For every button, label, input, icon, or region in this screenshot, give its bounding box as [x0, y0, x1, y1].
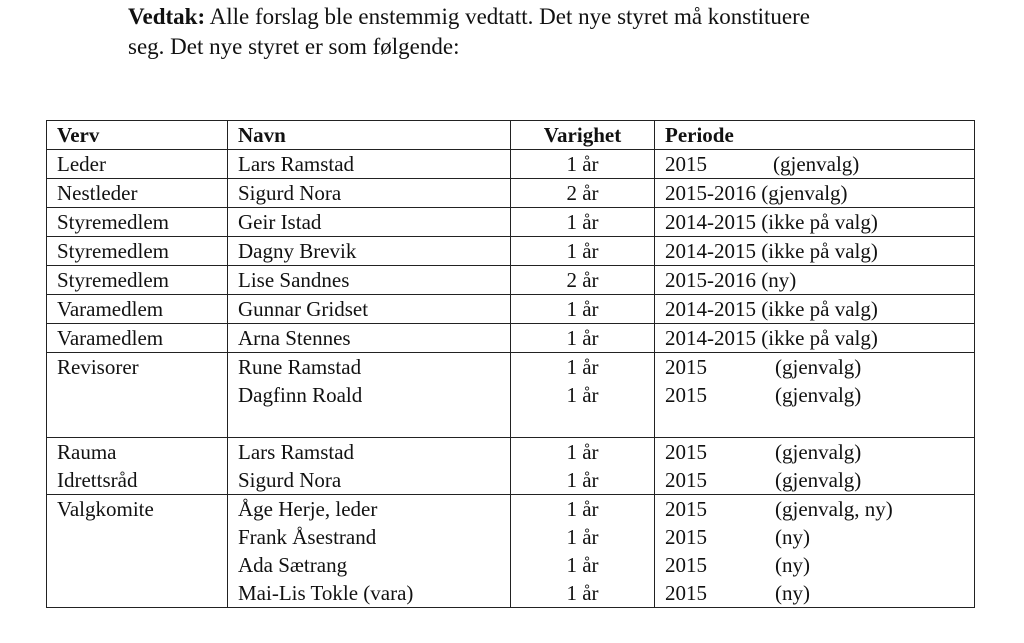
periode-line: [665, 523, 974, 551]
cell-varighet: [511, 353, 655, 438]
header-navn: Navn: [228, 121, 511, 150]
cell-periode: 2014-2015 (ikke på valg): [655, 208, 975, 237]
table-row: [47, 150, 975, 179]
table-row: [47, 237, 975, 266]
cell-periode: [655, 353, 975, 438]
periode-line: [665, 438, 974, 466]
periode-year: 2015: [665, 553, 707, 577]
verv-valgkomite: Valgkomite: [57, 497, 154, 521]
navn-line: Ada Sætrang: [238, 553, 348, 577]
varighet-line: 1 år: [566, 440, 599, 464]
cell-periode: 2014-2015 (ikke på valg): [655, 237, 975, 266]
periode-line: [665, 551, 974, 579]
cell-verv: [47, 353, 228, 438]
varighet-line: 1 år: [566, 355, 599, 379]
periode-note: (ny): [775, 581, 810, 605]
periode-year: 2015: [665, 383, 707, 407]
header-periode: Periode: [655, 121, 975, 150]
cell-verv: Varamedlem: [47, 295, 228, 324]
periode-line: [665, 495, 974, 523]
varighet-line: 1 år: [566, 553, 599, 577]
cell-varighet: [511, 438, 655, 495]
decision-paragraph: [128, 2, 1008, 62]
cell-verv: Styremedlem: [47, 208, 228, 237]
table-row: [47, 179, 975, 208]
verv-line: Rauma: [57, 440, 117, 464]
cell-navn: Dagny Brevik: [228, 237, 511, 266]
cell-navn: [228, 495, 511, 608]
cell-varighet: 1 år: [511, 237, 655, 266]
decision-text-line1: Alle forslag ble enstemmig vedtatt. Det nye styret må konstituere: [209, 4, 810, 29]
navn-line: Frank Åsestrand: [238, 525, 377, 549]
varighet-line: 1 år: [566, 383, 599, 407]
varighet-line: 1 år: [566, 525, 599, 549]
cell-periode: 2014-2015 (ikke på valg): [655, 295, 975, 324]
verv-line: Idrettsråd: [57, 468, 138, 492]
cell-verv: Styremedlem: [47, 237, 228, 266]
periode-year: 2015: [665, 152, 707, 176]
periode-year: 2015: [665, 497, 707, 521]
cell-varighet: [511, 495, 655, 608]
cell-varighet: 1 år: [511, 150, 655, 179]
verv-revisorer: Revisorer: [57, 355, 139, 379]
periode-line: [665, 466, 974, 494]
periode-year: 2015: [665, 355, 707, 379]
navn-line: Dagfinn Roald: [238, 383, 363, 407]
decision-label: Vedtak:: [128, 4, 206, 29]
periode-note: (ny): [775, 525, 810, 549]
periode-note: (gjenvalg): [775, 440, 862, 464]
table-header-row: [47, 121, 975, 150]
table-row-valgkomite: [47, 495, 975, 608]
cell-navn: Lise Sandnes: [228, 266, 511, 295]
periode-year: 2015: [665, 440, 707, 464]
navn-line: Sigurd Nora: [238, 468, 342, 492]
cell-periode: 2015-2016 (ny): [655, 266, 975, 295]
cell-verv: Styremedlem: [47, 266, 228, 295]
periode-note: (gjenvalg): [775, 383, 862, 407]
table-row-idrettsrad: [47, 438, 975, 495]
cell-navn: Arna Stennes: [228, 324, 511, 353]
cell-navn: [228, 353, 511, 438]
navn-line: Lars Ramstad: [238, 440, 355, 464]
cell-periode: [655, 150, 975, 179]
cell-navn: Gunnar Gridset: [228, 295, 511, 324]
decision-text-line2: seg. Det nye styret er som følgende:: [128, 34, 460, 59]
varighet-line: 1 år: [566, 468, 599, 492]
cell-verv: Leder: [47, 150, 228, 179]
navn-line: Mai-Lis Tokle (vara): [238, 581, 414, 605]
table-row-revisorer: [47, 353, 975, 438]
cell-varighet: 2 år: [511, 266, 655, 295]
cell-verv: [47, 438, 228, 495]
cell-navn: Sigurd Nora: [228, 179, 511, 208]
cell-periode: 2015-2016 (gjenvalg): [655, 179, 975, 208]
cell-periode: [655, 438, 975, 495]
periode-note: (gjenvalg): [775, 355, 862, 379]
header-verv: Verv: [47, 121, 228, 150]
cell-verv: Varamedlem: [47, 324, 228, 353]
cell-verv: [47, 495, 228, 608]
periode-year: 2015: [665, 468, 707, 492]
periode-line: [665, 353, 974, 381]
header-varighet: Varighet: [511, 121, 655, 150]
periode-note: (gjenvalg): [775, 468, 862, 492]
table-row: [47, 324, 975, 353]
navn-line: Åge Herje, leder: [238, 497, 378, 521]
table-row: [47, 266, 975, 295]
cell-navn: Geir Istad: [228, 208, 511, 237]
varighet-line: 1 år: [566, 497, 599, 521]
cell-navn: [228, 438, 511, 495]
board-table: [46, 120, 975, 608]
cell-varighet: 1 år: [511, 208, 655, 237]
cell-navn: Lars Ramstad: [228, 150, 511, 179]
cell-periode: 2014-2015 (ikke på valg): [655, 324, 975, 353]
table-row: [47, 295, 975, 324]
periode-note: (gjenvalg, ny): [775, 497, 893, 521]
periode-note: (ny): [775, 553, 810, 577]
navn-line: Rune Ramstad: [238, 355, 362, 379]
cell-varighet: 1 år: [511, 295, 655, 324]
periode-year: 2015: [665, 581, 707, 605]
periode-line: [665, 381, 974, 409]
cell-varighet: 2 år: [511, 179, 655, 208]
periode-line: [665, 579, 974, 607]
table-row: [47, 208, 975, 237]
varighet-line: 1 år: [566, 581, 599, 605]
periode-note: (gjenvalg): [773, 152, 860, 176]
cell-varighet: 1 år: [511, 324, 655, 353]
cell-verv: Nestleder: [47, 179, 228, 208]
cell-periode: [655, 495, 975, 608]
periode-year: 2015: [665, 525, 707, 549]
